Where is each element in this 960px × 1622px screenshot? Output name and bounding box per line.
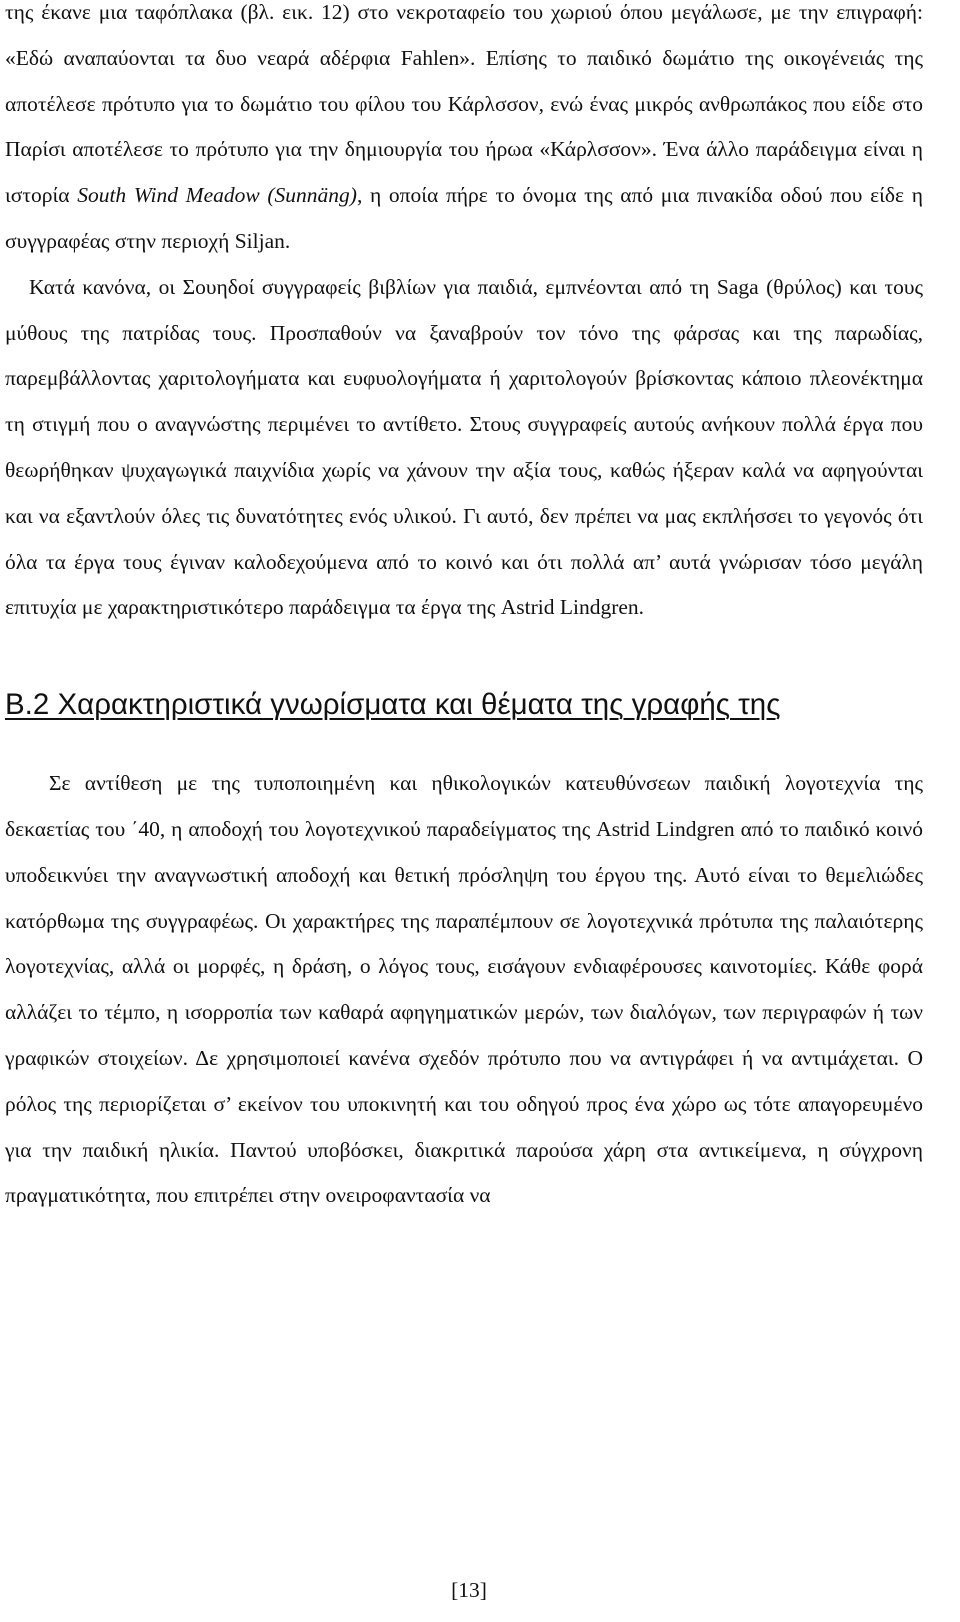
- heading-spacer: [5, 725, 923, 761]
- italic-title-south-wind-meadow: South Wind Meadow (Sunnäng): [77, 183, 357, 208]
- body-paragraph-2: Κατά κανόνα, οι Σουηδοί συγγραφείς βιβλίων για παιδιά, εμπνέονται από τη Saga (θρύλος) και τους μύθους της πατρίδας τους. Προσπαθούν να ξαναβρούν τον τόνο της φάρσας και της παρωδίας, παρεμβάλλοντας χαριτολογήματα και ευφυολογήματα ή χαριτολογούν βρίσκοντας κάποιο πλεονέκτημα τη στιγμή που ο αναγνώστης περιμένει το αντίθετο. Στους συγγραφείς αυτούς ανήκουν πολλά έργα που θεωρήθηκαν ψυχαγωγικά παιχνίδια χωρίς να χάνουν την αξία τους, καθώς ήξεραν καλά να αφηγούνται και να εξαντλούν όλες τις δυνατότητες ενός υλικού. Γι αυτό, δεν πρέπει να μας εκπλήσσει το γεγονός ότι όλα τα έργα τους έγιναν καλοδεχούμενα από το κοινό και ότι πολλά απ’ αυτά γνώρισαν τόσο μεγάλη επιτυχία με χαρακτηριστικότερο παράδειγμα τα έργα της Astrid Lindgren.: [5, 274, 923, 620]
- section-heading: Β.2 Χαρακτηριστικά γνωρίσματα και θέματα της γραφής της: [5, 688, 781, 722]
- document-page: [5, 0, 923, 1219]
- page-number: [13]: [451, 1578, 487, 1602]
- paragraph-1-text-b: , η οποία πήρε το όνομα της από μια πινακίδα οδού που είδε η συγγραφέας στην περιοχή Siljan.: [5, 183, 923, 253]
- body-paragraph-1: [5, 0, 923, 265]
- body-paragraph-3: Σε αντίθεση με της τυποποιημένη και ηθικολογικών κατευθύνσεων παιδική λογοτεχνία της δεκαετίας του ΄40, η αποδοχή του λογοτεχνικού παραδείγματος της Astrid Lindgren από το παιδικό κοινό υποδεικνύει την αναγνωστική αποδοχή και θετική πρόσληψη του έργου της. Αυτό είναι το θεμελιώδες κατόρθωμα της συγγραφέως. Οι χαρακτήρες της παραπέμπουν σε λογοτεχνικά πρότυπα της παλαιότερης λογοτεχνίας, αλλά οι μορφές, η δράση, ο λόγος τους, εισάγουν ενδιαφέρουσες καινοτομίες. Κάθε φορά αλλάζει το τέμπο, η ισορροπία των καθαρά αφηγηματικών μερών, των διαλόγων, των περιγραφών ή των γραφικών στοιχείων. Δε χρησιμοποιεί κανένα σχεδόν πρότυπο που να αντιγράφει ή να αντιμάχεται. Ο ρόλος της περιορίζεται σ’ εκείνον του υποκινητή και του οδηγού προς ένα χώρο ως τότε απαγορευμένο για την παιδική ηλικία. Παντού υποβόσκει, διακριτικά παρούσα χάρη στα αντικείμενα, η σύγχρονη πραγματικότητα, που επιτρέπει στην ονειροφαντασία να: [5, 771, 923, 1208]
- paragraph-1-text-a: της έκανε μια ταφόπλακα (βλ. εικ. 12) στο νεκροταφείο του χωριού όπου μεγάλωσε, με την επιγραφή: «Εδώ αναπαύονται τα δυο νεαρά αδέρφια Fahlen». Επίσης το παιδικό δωμάτιο της οικογένειάς της αποτέλεσε πρότυπο για το δωμάτιο του φίλου του Κάρλσσον, ενώ ένας μικρός ανθρωπάκος που είδε στο Παρίσι αποτέλεσε το πρότυπο για την δημιουργία του ήρωα «Κάρλσσον». Ένα άλλο παράδειγμα είναι η ιστορία: [5, 0, 923, 208]
